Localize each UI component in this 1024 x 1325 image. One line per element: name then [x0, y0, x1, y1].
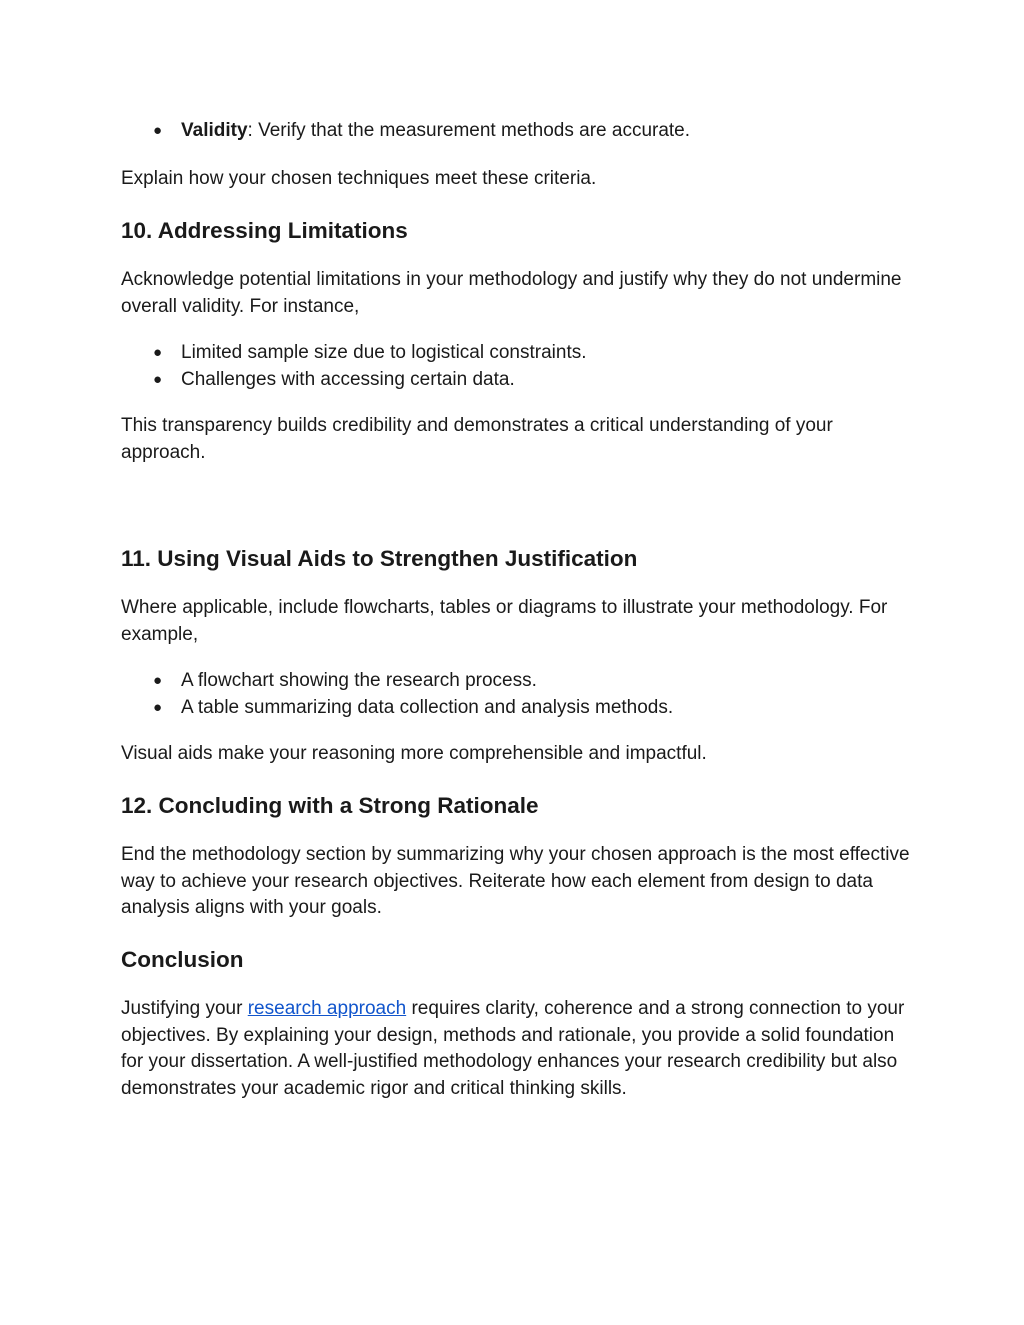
validity-list	[121, 118, 911, 145]
bullet-icon: ●	[153, 370, 163, 388]
validity-description: : Verify that the measurement methods are accurate.	[247, 120, 691, 141]
section-11-list	[121, 668, 911, 721]
section-10-list	[121, 340, 911, 393]
conclusion-heading: Conclusion	[121, 947, 244, 972]
conclusion-body	[121, 996, 911, 1102]
section-10-intro: Acknowledge potential limitations in your methodology and justify why they do not undermine overall validity. For instance,	[121, 269, 902, 317]
list-item	[121, 668, 911, 695]
bullet-icon: ●	[153, 698, 163, 716]
list-item	[121, 340, 911, 367]
list-item-text: Limited sample size due to logistical constraints.	[181, 342, 587, 363]
validity-label: Validity	[181, 120, 248, 141]
bullet-icon: ●	[153, 122, 163, 139]
conclusion-text-end: requires clarity, coherence and a strong connection to your objectives. By explaining your design, methods and rationale, you provide a solid foundation for your dissertation. A well-justified methodology enhances your research credibility but also demonstrates your academic rigor and critical thinking skills.	[121, 998, 905, 1099]
list-item-validity	[121, 118, 911, 145]
section-10-heading: 10. Addressing Limitations	[121, 218, 408, 243]
list-item-text: Challenges with accessing certain data.	[181, 368, 515, 390]
section-12-heading: 12. Concluding with a Strong Rationale	[121, 793, 539, 818]
section-11-heading: 11. Using Visual Aids to Strengthen Justification	[121, 546, 638, 571]
bullet-icon: ●	[153, 672, 163, 689]
explain-paragraph: Explain how your chosen techniques meet these criteria.	[121, 168, 597, 189]
section-11-closing: Visual aids make your reasoning more comprehensible and impactful.	[121, 743, 707, 764]
bullet-icon: ●	[153, 344, 163, 361]
section-10-closing: This transparency builds credibility and demonstrates a critical understanding of your approach.	[121, 415, 833, 463]
section-11-intro: Where applicable, include flowcharts, tables or diagrams to illustrate your methodology. For example,	[121, 597, 888, 645]
list-item-text: A table summarizing data collection and analysis methods.	[181, 696, 674, 718]
research-approach-link[interactable]: research approach	[247, 998, 407, 1019]
section-12-body: End the methodology section by summarizing why your chosen approach is the most effective way to achieve your research objectives. Reiterate how each element from design to data analysis aligns with your goals.	[121, 844, 910, 918]
list-item	[121, 695, 911, 722]
conclusion-text-start: Justifying your	[121, 998, 248, 1019]
list-item-text: A flowchart showing the research process.	[181, 670, 537, 691]
list-item	[121, 367, 911, 394]
